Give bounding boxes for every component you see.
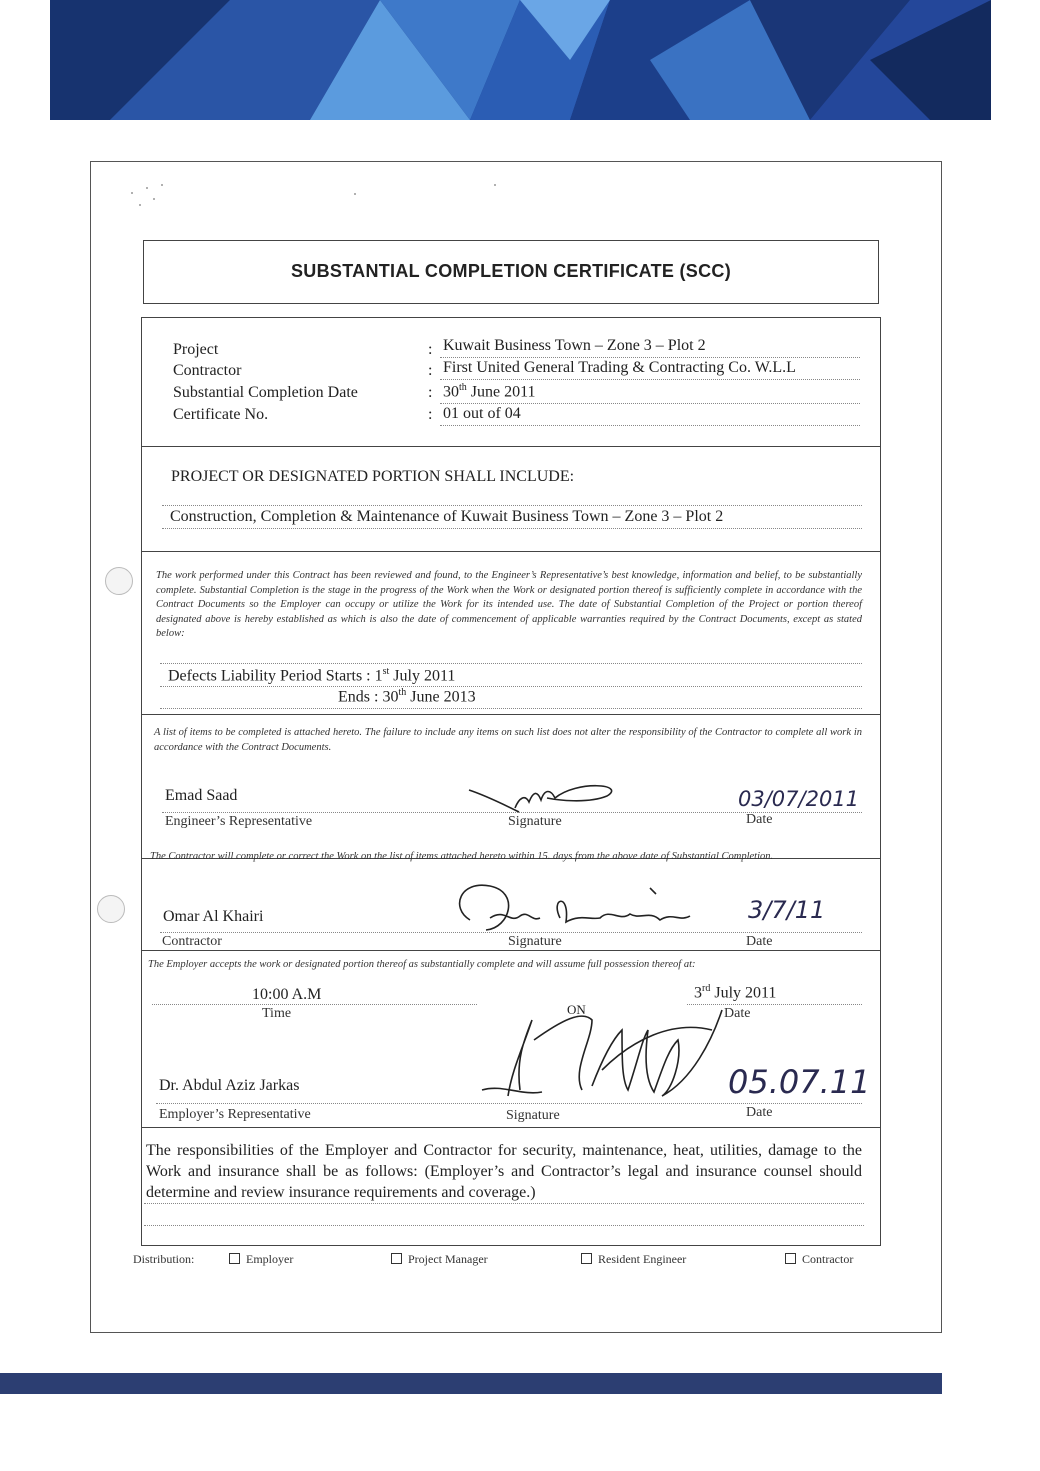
colon: :	[428, 341, 433, 358]
dlp-starts: Defects Liability Period Starts : 1st July 2011	[168, 666, 456, 685]
checkbox-icon[interactable]	[229, 1253, 240, 1264]
checkbox-icon[interactable]	[391, 1253, 402, 1264]
punch-hole-1	[105, 567, 133, 595]
scanned-certificate	[90, 161, 942, 1333]
items-note: A list of items to be completed is attached hereto. The failure to include any items on such list does not alter the responsibility of the Contractor to complete all work in accordance with the Contract Documents.	[154, 727, 862, 753]
header-banner	[50, 0, 991, 120]
distribution-label: Distribution:	[133, 1252, 195, 1266]
field-value-project: Kuwait Business Town – Zone 3 – Plot 2	[443, 337, 706, 354]
field-value-contractor: First United General Trading & Contracting Co. W.L.L	[443, 359, 796, 376]
colon: :	[428, 384, 433, 401]
certificate-body	[141, 317, 881, 1246]
possession-date: 3rd July 2011	[694, 983, 777, 1002]
field-value-completion-date: 30th June 2011	[443, 382, 536, 401]
possession-date-label: Date	[724, 1006, 751, 1021]
possession-time-label: Time	[262, 1006, 292, 1021]
checkbox-icon[interactable]	[785, 1253, 796, 1264]
checkbox-icon[interactable]	[581, 1253, 592, 1264]
possession-time: 10:00 A.M	[252, 986, 322, 1003]
employer-signature-label: Signature	[506, 1108, 560, 1123]
engineer-signature-icon	[467, 776, 627, 816]
punch-hole-2	[97, 895, 125, 923]
contractor-date-label: Date	[746, 934, 773, 949]
colon: :	[428, 362, 433, 379]
contractor-date-handwritten: 3/7/11	[748, 896, 826, 924]
scope-text: Construction, Completion & Maintenance of Kuwait Business Town – Zone 3 – Plot 2	[170, 508, 724, 525]
employer-date-label: Date	[746, 1105, 773, 1120]
responsibilities-text: The responsibilities of the Employer and Contractor for security, maintenance, heat, utilities, damage to the Work and insurance shall be as follows: (Employer’s and Contractor’s legal and insurance counsel should determine and review insurance requirements and coverage.)	[146, 1142, 862, 1201]
distribution-resident-engineer[interactable]: Resident Engineer	[581, 1252, 686, 1267]
field-label-certificate-no: Certificate No.	[173, 406, 269, 423]
contractor-note: The Contractor will complete or correct the Work on the list of items attached hereto within 15. days from the above date of Substantial Completion.	[150, 851, 774, 862]
engineer-signature-label: Signature	[508, 814, 562, 829]
banner-graphic	[50, 0, 991, 120]
distribution-employer[interactable]: Employer	[229, 1252, 293, 1267]
engineer-date-handwritten: 03/07/2011	[738, 787, 860, 811]
engineer-role: Engineer’s Representative	[165, 814, 313, 829]
employer-name: Dr. Abdul Aziz Jarkas	[159, 1077, 300, 1094]
title-box	[143, 240, 879, 304]
certificate-title: SUBSTANTIAL COMPLETION CERTIFICATE (SCC)	[291, 261, 731, 281]
distribution-project-manager[interactable]: Project Manager	[391, 1252, 488, 1267]
contractor-name: Omar Al Khairi	[163, 908, 264, 925]
distribution-contractor[interactable]: Contractor	[785, 1252, 853, 1267]
employer-date-handwritten: 05.07.11	[728, 1063, 871, 1101]
field-label-completion-date: Substantial Completion Date	[173, 384, 358, 401]
contractor-role: Contractor	[162, 934, 222, 949]
colon: :	[428, 406, 433, 423]
field-label-project: Project	[173, 341, 219, 358]
dlp-ends: Ends : 30th June 2013	[338, 687, 476, 706]
field-value-certificate-no: 01 out of 04	[443, 405, 521, 422]
footer-bar	[0, 1373, 942, 1394]
scope-heading: PROJECT OR DESIGNATED PORTION SHALL INCLUDE:	[171, 468, 575, 485]
field-label-contractor: Contractor	[173, 362, 242, 379]
contractor-signature-label: Signature	[508, 934, 562, 949]
possession-on-label: ON	[567, 1002, 586, 1017]
engineer-name: Emad Saad	[165, 787, 238, 804]
employer-role: Employer’s Representative	[159, 1107, 311, 1122]
employer-signature-icon	[472, 1000, 732, 1110]
employer-note: The Employer accepts the work or designated portion thereof as substantially complete and will assume full possession thereof at:	[148, 959, 696, 970]
completion-statement: The work performed under this Contract has been reviewed and found, to the Engineer’s Representative’s best knowledge, information and belief, to be substantially complete. Substantial Completion is the stage in the progress of the Work when the Work or designated portion thereof is sufficiently complete in accordance with the Contract Documents so the Employer can occupy or utilize the Work for its intended use. The date of Substantial Completion of the Project or portion thereof designated above is hereby established as which is also the date of commencement of applicable warranties required by the Contract Documents, except as stated below:	[156, 570, 862, 639]
engineer-date-label: Date	[746, 812, 773, 827]
contractor-signature-icon	[450, 878, 730, 938]
